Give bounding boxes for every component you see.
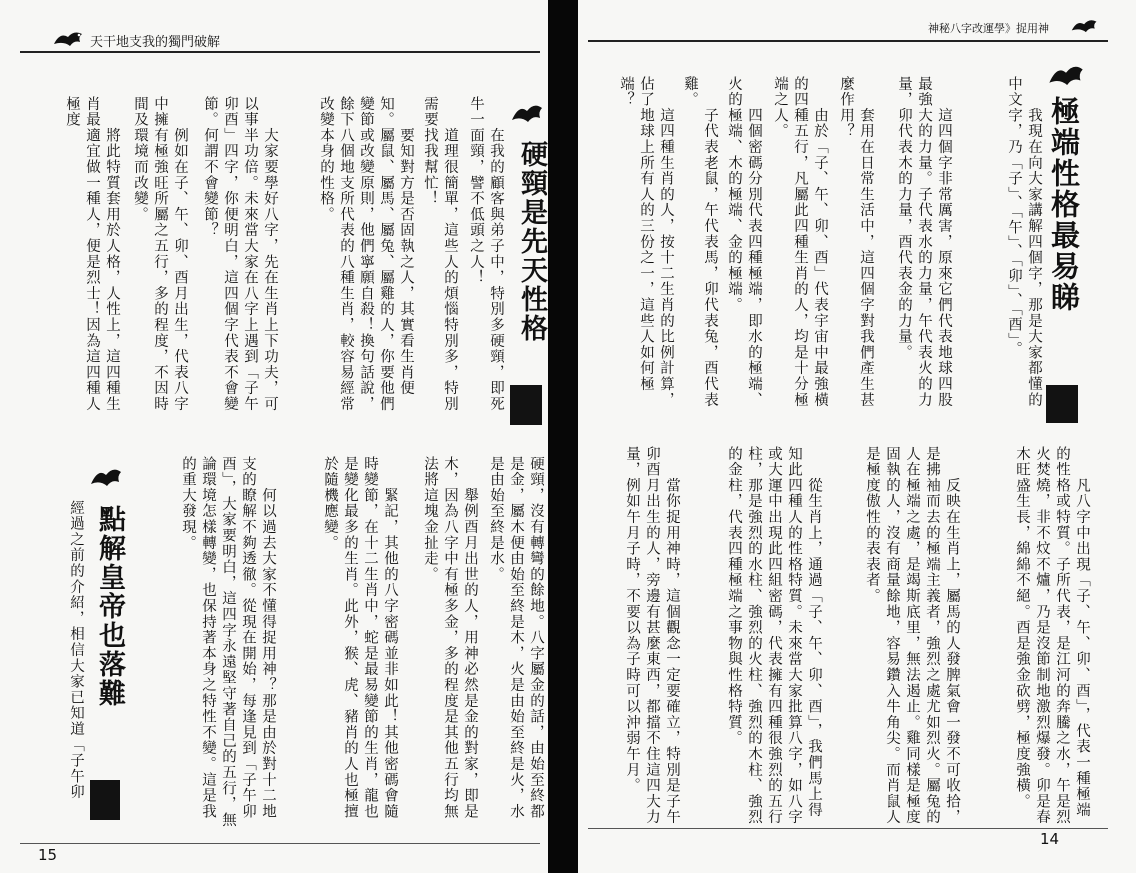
- section-title-emperor: 點解皇帝也落難: [94, 505, 125, 708]
- right-header-title: 神秘八字改運學》捉用神: [928, 22, 1049, 35]
- dragon-icon: [88, 464, 124, 490]
- section-marker: [510, 385, 542, 425]
- paragraph: 套用在日常生活中，這四個字對我們產生甚麼作用？: [838, 76, 874, 408]
- paragraph: 大家要學好八字，先在生肖上下功夫，可以事半功倍。未來當大家在八字上遇到「子午卯酉」四字，你便明白，這四個字代表不會變節。何謂不會變節？: [202, 96, 278, 412]
- dragon-icon: [1070, 16, 1100, 36]
- paragraph: 從生肖上，通過「子、午、卯、酉」，我們馬上得知此四種人的性格特質。未來當大家批算八字，如八字或大運中出現此四組密碼，代表擁有四種很強烈的五行柱，那是強烈的水柱、強烈的火柱、強烈的木柱、強烈的金柱，代表四種極端之事物與性格特質。: [726, 446, 822, 826]
- paragraph: 要知對方是否固執之人，其實看生肖便知。屬鼠、屬馬、屬兔、屬雞的人，你要他們變節或改變原則，他們寧願自殺！換句話說，餘下八個地支所代表的八種生肖，較容易經常改變本身的性格。: [318, 96, 414, 412]
- paragraph: 硬頸，沒有轉彎的餘地。八字屬金的話，由始至終都是金，屬木便由始至終是木，火是由始至終是火，水是由始至終是水。: [488, 456, 544, 820]
- page-number-right: 14: [1040, 830, 1060, 848]
- page-number-left: 15: [38, 846, 58, 864]
- paragraph: 經過之前的介紹，相信大家已知道「子午卯: [68, 500, 84, 801]
- left-footer-rule: [20, 843, 540, 844]
- paragraph: 將此特質套用於人格，人性上，這四種生肖最適宜做一種人，便是烈士！因為這四種人極度: [64, 96, 120, 412]
- paragraph: 當你捉用神時，這個觀念一定要確立，特別是子午卯酉月出生的人，旁邊有甚麼東西，都擋不住這四大力量，例如午月子時，不要以為子時可以沖弱午月。: [624, 446, 680, 826]
- left-header-rule: [20, 51, 540, 53]
- dragon-icon: [1046, 60, 1086, 90]
- paragraph: 四個密碼分別代表四種極端，即水的極端、火的極端、木的極端、金的極端。: [726, 76, 762, 408]
- right-footer-rule: [588, 828, 1108, 829]
- paragraph: 舉例酉月出世的人，用神必然是金的對家，即是木，因為八字中有極多金，多的程度是其他五行均無法將這塊金扯走。: [422, 456, 478, 820]
- dragon-icon: [509, 100, 545, 126]
- book-spine: [548, 0, 582, 873]
- paragraph: 緊記，其他的八字密碼並非如此！其他密碼會隨時變節，在十二生肖中，蛇是最易變節的生肖，龍也是變化最多的生肖。此外，猴、虎、豬肖的人也極擅於隨機應變。: [322, 456, 398, 820]
- paragraph: 反映在生肖上，屬馬的人發脾氣會一發不可收拾，是拂袖而去的極端主義者，強烈之處尤如烈火。屬兔的人在極端之處，是竭斯底里，無法遏止。雞同樣是極度固執的人，沒有商量餘地，容易鑽入牛角尖。而肖鼠人是極度傲性的表表者。: [864, 446, 960, 826]
- paragraph: 在我的顧客與弟子中，特別多硬頸，即死牛一面頸，譬不低頭之人！: [468, 96, 504, 412]
- paragraph: 這四個字非常厲害，原來它們代表地球四股最強大的力量。子代表水的力量，午代表火的力量，卯代表木的力量，酉代表金的力量。: [896, 76, 952, 408]
- paragraph: 例如在子、午、卯、酉月出生，代表八字中擁有極強旺所屬之五行，多的程度，不因時間及環境而改變。: [132, 96, 188, 412]
- section-marker: [90, 780, 120, 820]
- paragraph: 道理很簡單，這些人的煩惱特別多，特別需要找我幫忙！: [422, 96, 458, 412]
- left-header-title: 天干地支我的獨門破解: [90, 35, 221, 50]
- right-page: [578, 0, 1136, 873]
- paragraph: 這四種生肖的人，按十二生肖的比例計算，佔了地球上所有人的三份之一，這些人如何極端？: [618, 76, 674, 408]
- dragon-icon: [52, 28, 86, 50]
- section-title-extreme: 極端性格最易睇: [1047, 96, 1081, 313]
- paragraph: 何以過去大家不懂得捉用神？那是由於對十二地支的瞭解不夠透徹。從現在開始，每逢見到「子午卯酉」，大家要明白，這四字永遠堅守著自己的五行，無論環境怎樣轉變，也保持著本身之特性不變。這是我的重大發現。: [180, 456, 276, 828]
- right-header-rule: [588, 40, 1108, 42]
- left-page: [0, 0, 552, 873]
- section-title-stubborn: 硬頸是先天性格: [516, 140, 547, 343]
- paragraph: 我現在向大家講解四個字，那是大家都懂的中文字，乃「子」、「午」、「卯」、「酉」。: [1006, 76, 1042, 408]
- section-marker: [1046, 385, 1078, 423]
- paragraph: 由於「子、午、卯、酉」代表宇宙中最強橫的四種五行，凡屬此四種生肖的人，均是十分極端之人。: [772, 76, 828, 408]
- paragraph: 凡八字中出現「子、午、卯、酉」，代表一種極端的性格或特質。子所代表，是江河的奔騰之水，午是烈火焚燒，非不炆不爐，乃是沒節制地激烈爆發。卯是春木旺盛生長，綿綿不絕。酉是強金砍劈，極度強橫。: [1014, 446, 1090, 826]
- paragraph: 子代表老鼠，午代表馬，卯代表兔，酉代表雞。: [682, 76, 718, 408]
